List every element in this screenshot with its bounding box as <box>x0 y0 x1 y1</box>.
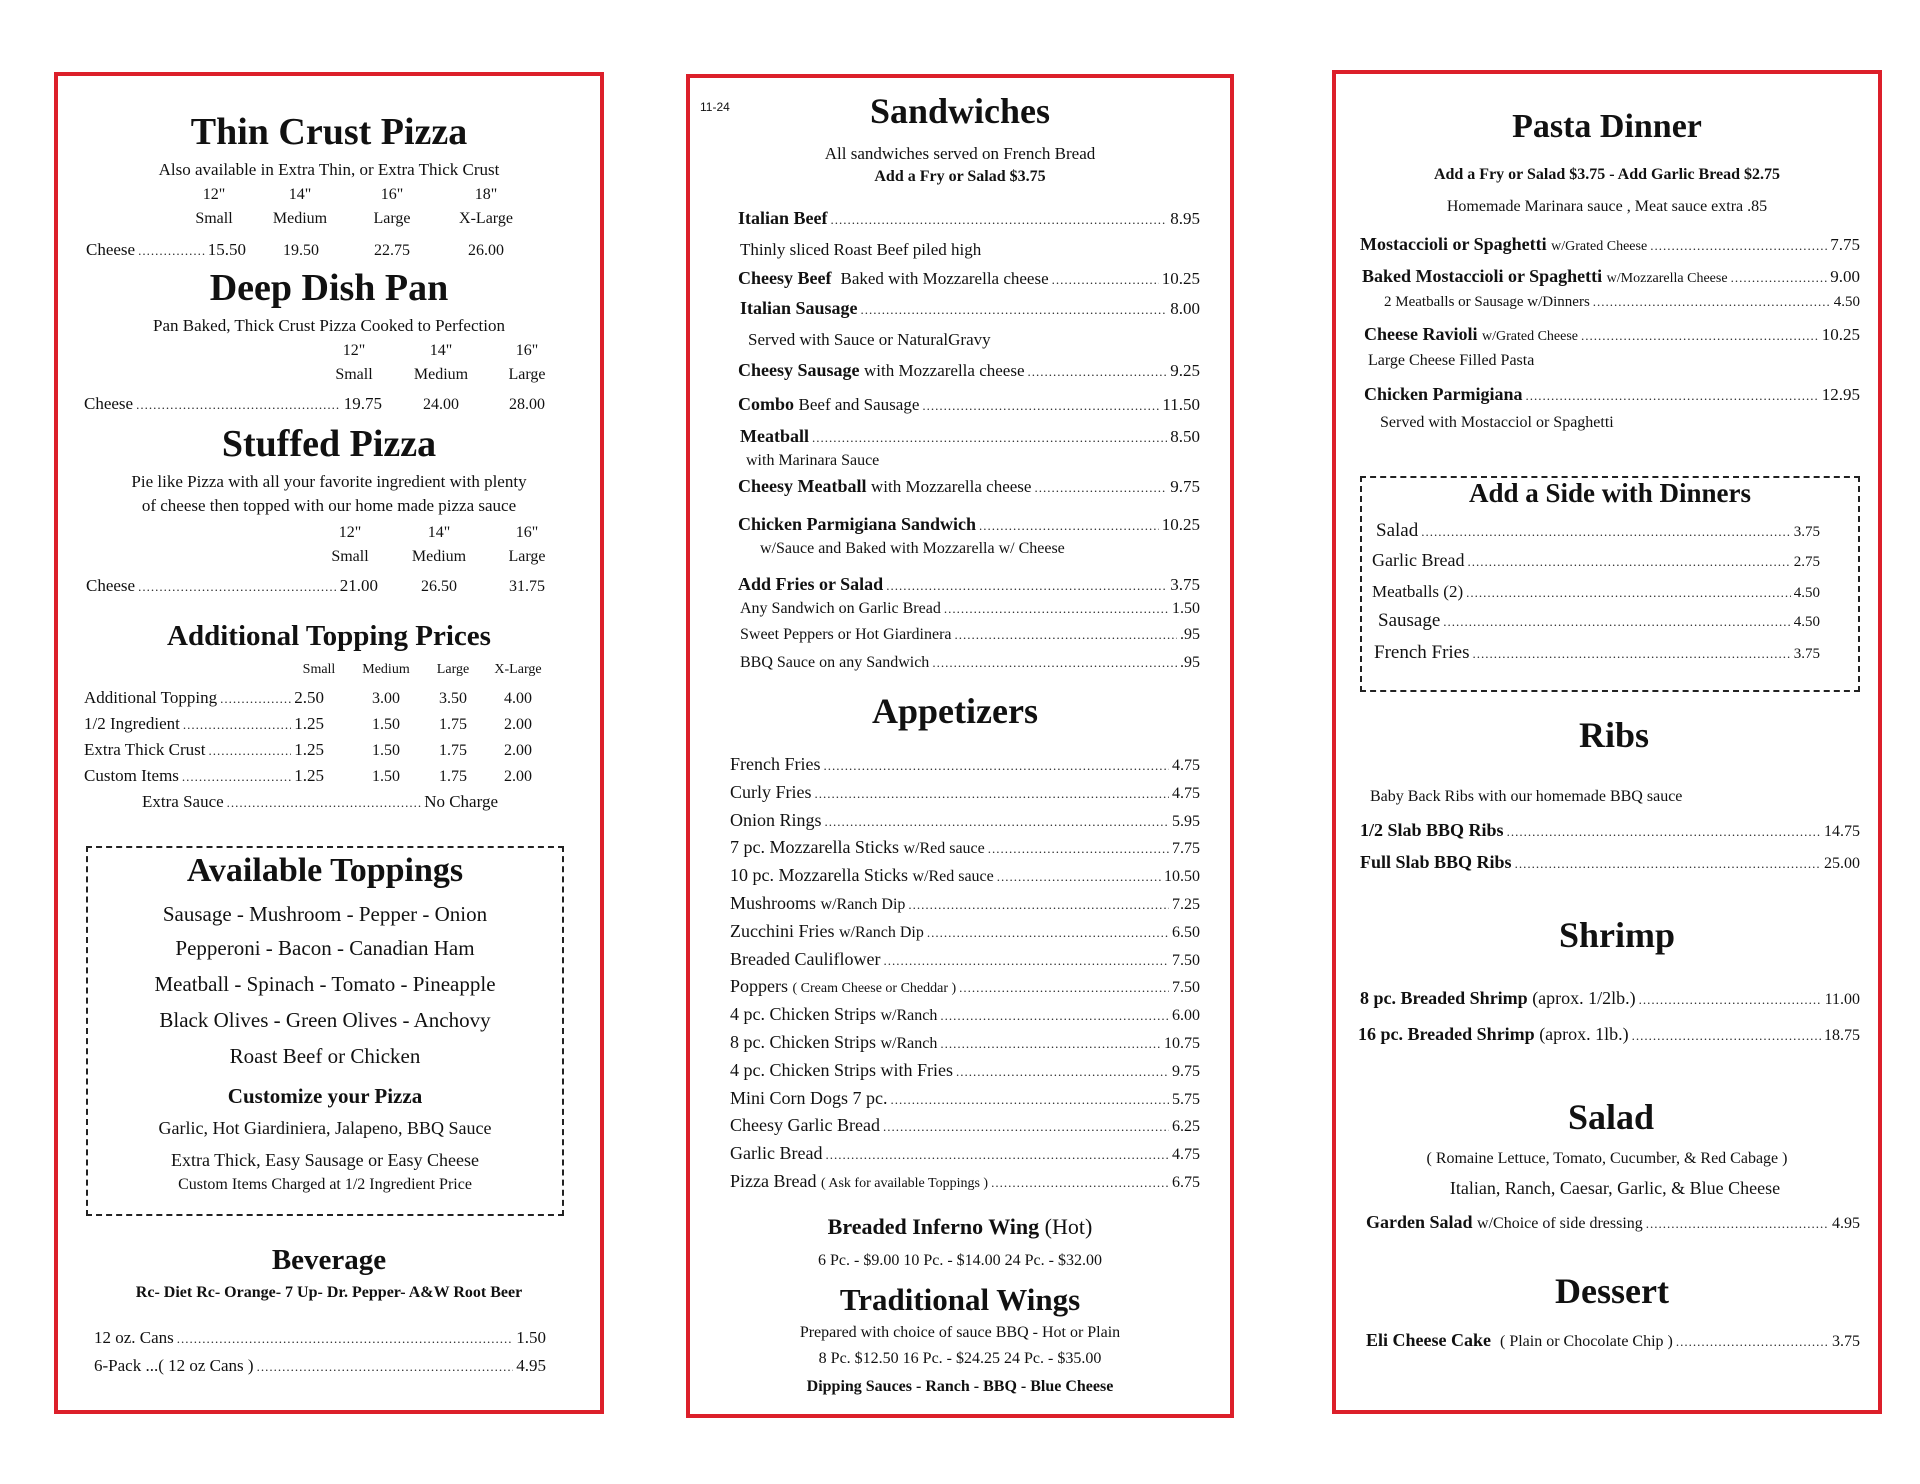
appetizer-row: 10 pc. Mozzarella Sticks w/Red sauce ..... 10.50 <box>730 865 1200 886</box>
topping-price-header: Medium <box>362 662 410 677</box>
ribs-row: 1/2 Slab BBQ Ribs ..... 14.75 <box>1360 820 1860 841</box>
topping-price-cell: 2.00 <box>504 716 532 733</box>
sandwich-extra-row: Any Sandwich on Garlic Bread ..... 1.50 <box>740 600 1200 618</box>
pasta-sub: Served with Mostacciol or Spaghetti <box>1380 414 1614 431</box>
salad-row: Garden Salad w/Choice of side dressing ..... 4.95 <box>1366 1212 1860 1233</box>
beverage-flavors: Rc- Diet Rc- Orange- 7 Up- Dr. Pepper- A&W Root Beer <box>135 1284 523 1301</box>
thin-size: 12" <box>202 186 226 203</box>
topping-price-row: Extra Thick Crust ..... 1.25 <box>84 740 324 760</box>
topping-price-cell: 2.00 <box>504 768 532 785</box>
topping-line: Sausage - Mushroom - Pepper - Onion <box>162 902 488 926</box>
beverage-row: 12 oz. Cans ..... 1.50 <box>94 1328 546 1348</box>
appetizer-row: French Fries ..... 4.75 <box>730 754 1200 775</box>
wings-note: Prepared with choice of sauce BBQ - Hot or Plain <box>799 1324 1121 1341</box>
appetizer-row: Onion Rings ..... 5.95 <box>730 810 1200 831</box>
deep-size: 16" <box>515 342 539 359</box>
shrimp-row: 16 pc. Breaded Shrimp (aprox. 1lb.) ..... 18.75 <box>1358 1024 1860 1045</box>
thin-crust-subtitle: Also available in Extra Thin, or Extra Thick Crust <box>158 160 500 179</box>
dessert-title: Dessert <box>1555 1271 1669 1311</box>
topping-price-header: Large <box>436 662 470 677</box>
thin-size: 14" <box>288 186 312 203</box>
deep-dish-title: Deep Dish Pan <box>209 267 449 309</box>
appetizer-row: Cheesy Garlic Bread ..... 6.25 <box>730 1115 1200 1136</box>
side-row: Salad ..... 3.75 <box>1376 520 1820 542</box>
topping-price-cell: 1.50 <box>372 716 400 733</box>
appetizer-row: 8 pc. Chicken Strips w/Ranch ..... 10.75 <box>730 1032 1200 1053</box>
sandwich-row: Combo Beef and Sausage ..... 11.50 <box>738 394 1200 415</box>
topping-price-cell: 4.00 <box>504 690 532 707</box>
shrimp-row: 8 pc. Breaded Shrimp (aprox. 1/2lb.) ..... 11.00 <box>1360 988 1860 1009</box>
stuffed-price: 31.75 <box>509 578 545 595</box>
sandwiches-panel <box>686 74 1234 1418</box>
wings-prices: 8 Pc. $12.50 16 Pc. - $24.25 24 Pc. - $35.00 <box>818 1350 1102 1367</box>
sandwich-row: Cheesy Meatball with Mozzarella cheese ..... 9.75 <box>738 476 1200 497</box>
topping-price-cell: 2.00 <box>504 742 532 759</box>
deep-size-name: Small <box>335 366 373 383</box>
sandwiches-addon: Add a Fry or Salad $3.75 <box>874 168 1046 185</box>
ribs-title: Ribs <box>1578 715 1650 755</box>
stuffed-size-name: Medium <box>411 548 467 565</box>
inferno-heading: Breaded Inferno Wing (Hot) <box>827 1214 1093 1239</box>
appetizer-row: Mini Corn Dogs 7 pc. ..... 5.75 <box>730 1088 1200 1109</box>
deep-price: 24.00 <box>423 396 459 413</box>
sandwich-sub: w/Sauce and Baked with Mozzarella w/ Cheese <box>760 540 1065 557</box>
customize-line: Extra Thick, Easy Sausage or Easy Cheese <box>170 1150 480 1170</box>
available-toppings-box <box>86 846 564 1216</box>
pasta-row: Chicken Parmigiana ..... 12.95 <box>1364 384 1860 405</box>
stuffed-size: 12" <box>338 524 362 541</box>
thin-size-name: Small <box>195 210 233 227</box>
appetizers-title: Appetizers <box>872 691 1038 731</box>
appetizer-row: Curly Fries ..... 4.75 <box>730 782 1200 803</box>
sandwich-row: Add Fries or Salad ..... 3.75 <box>738 574 1200 595</box>
wings-dipping: Dipping Sauces - Ranch - BBQ - Blue Cheese <box>806 1378 1114 1395</box>
sandwich-sub: Served with Sauce or NaturalGravy <box>748 330 991 349</box>
topping-price-header: Small <box>302 662 336 677</box>
customize-line: Custom Items Charged at 1/2 Ingredient Price <box>178 1176 472 1193</box>
deep-price: 28.00 <box>509 396 545 413</box>
extra-sauce-row: Extra Sauce ..... No Charge <box>142 792 498 812</box>
stuffed-size-name: Small <box>331 548 369 565</box>
sandwich-row: Italian Beef ..... 8.95 <box>738 208 1200 229</box>
sandwich-row: Italian Sausage ..... 8.00 <box>740 298 1200 319</box>
sandwich-sub: Thinly sliced Roast Beef piled high <box>740 240 982 259</box>
inferno-prices: 6 Pc. - $9.00 10 Pc. - $14.00 24 Pc. - $32.00 <box>818 1252 1102 1269</box>
topping-line: Meatball - Spinach - Tomato - Pineapple <box>154 972 496 996</box>
pasta-row: Baked Mostaccioli or Spaghetti w/Mozzarella Cheese ..... 9.00 <box>1362 266 1860 287</box>
dessert-row: Eli Cheese Cake ( Plain or Chocolate Chip ) ..... 3.75 <box>1366 1330 1860 1351</box>
stuffed-size: 14" <box>427 524 451 541</box>
sandwich-row: Cheesy Beef Baked with Mozzarella cheese ..... 10.25 <box>738 268 1200 289</box>
side-row: Garlic Bread ..... 2.75 <box>1372 550 1820 571</box>
appetizer-row: Zucchini Fries w/Ranch Dip ..... 6.50 <box>730 921 1200 942</box>
sandwich-row: Cheesy Sausage with Mozzarella cheese ..... 9.25 <box>738 360 1200 381</box>
appetizer-row: 4 pc. Chicken Strips w/Ranch ..... 6.00 <box>730 1004 1200 1025</box>
salad-ingredients: ( Romaine Lettuce, Tomato, Cucumber, & Red Cabage ) <box>1426 1150 1788 1167</box>
sides-title: Add a Side with Dinners <box>1468 478 1752 508</box>
deep-size-name: Medium <box>413 366 469 383</box>
side-row: Meatballs (2) ..... 4.50 <box>1372 582 1820 602</box>
appetizer-row: Breaded Cauliflower ..... 7.50 <box>730 949 1200 970</box>
deep-size: 12" <box>342 342 366 359</box>
salad-dressings: Italian, Ranch, Caesar, Garlic, & Blue Cheese <box>1449 1178 1781 1198</box>
pasta-row: Mostaccioli or Spaghetti w/Grated Cheese ..... 7.75 <box>1360 234 1860 255</box>
menu-code: 11-24 <box>700 100 730 114</box>
appetizer-row: Mushrooms w/Ranch Dip ..... 7.25 <box>730 893 1200 914</box>
beverage-row: 6-Pack ...( 12 oz Cans ) ..... 4.95 <box>94 1356 546 1376</box>
sandwiches-note: All sandwiches served on French Bread <box>824 144 1096 163</box>
sides-box <box>1360 476 1860 692</box>
stuffed-cheese-row: Cheese ..... 21.00 <box>86 576 378 596</box>
sandwich-row: Meatball ..... 8.50 <box>740 426 1200 447</box>
stuffed-size-name: Large <box>508 548 546 565</box>
topping-price-cell: 1.75 <box>439 716 467 733</box>
customize-line: Garlic, Hot Giardiniera, Jalapeno, BBQ Sauce <box>158 1118 492 1138</box>
thin-price: 26.00 <box>468 242 504 259</box>
pasta-addon: Add a Fry or Salad $3.75 - Add Garlic Bread $2.75 <box>1433 166 1781 183</box>
appetizer-row: Pizza Bread ( Ask for available Toppings ) ..... 6.75 <box>730 1171 1200 1192</box>
beverage-title: Beverage <box>271 1244 387 1276</box>
topping-price-cell: 1.75 <box>439 768 467 785</box>
stuffed-desc: of cheese then topped with our home made pizza sauce <box>141 496 517 515</box>
topping-price-cell: 1.50 <box>372 768 400 785</box>
deep-size-name: Large <box>508 366 546 383</box>
deep-dish-subtitle: Pan Baked, Thick Crust Pizza Cooked to Perfection <box>153 316 505 335</box>
pizza-panel <box>54 72 604 1414</box>
topping-price-cell: 3.50 <box>439 690 467 707</box>
sandwich-row: Chicken Parmigiana Sandwich ..... 10.25 <box>738 514 1200 535</box>
topping-price-row: Additional Topping ..... 2.50 <box>84 688 324 708</box>
topping-price-row: Custom Items ..... 1.25 <box>84 766 324 786</box>
side-row: Sausage ..... 4.50 <box>1378 610 1820 632</box>
topping-price-cell: 1.75 <box>439 742 467 759</box>
sandwiches-title: Sandwiches <box>869 91 1051 131</box>
thin-price: 22.75 <box>374 242 410 259</box>
stuffed-price: 26.50 <box>421 578 457 595</box>
thin-size: 16" <box>380 186 404 203</box>
pasta-row: 2 Meatballs or Sausage w/Dinners ..... 4.50 <box>1384 294 1860 311</box>
pasta-row: Cheese Ravioli w/Grated Cheese ..... 10.25 <box>1364 324 1860 345</box>
deep-size: 14" <box>429 342 453 359</box>
shrimp-title: Shrimp <box>1558 915 1676 955</box>
appetizer-row: Garlic Bread ..... 4.75 <box>730 1143 1200 1164</box>
pasta-note: Homemade Marinara sauce , Meat sauce extra .85 <box>1446 198 1768 215</box>
customize-title: Customize your Pizza <box>227 1084 423 1108</box>
ribs-note: Baby Back Ribs with our homemade BBQ sauce <box>1370 788 1683 805</box>
topping-price-cell: 3.00 <box>372 690 400 707</box>
stuffed-size: 16" <box>515 524 539 541</box>
pasta-title: Pasta Dinner <box>1512 108 1702 145</box>
deep-cheese-row: Cheese ..... 19.75 <box>84 394 382 414</box>
topping-price-header: X-Large <box>494 662 542 677</box>
sandwich-extra-row: BBQ Sauce on any Sandwich ..... .95 <box>740 654 1200 672</box>
appetizer-row: 4 pc. Chicken Strips with Fries ..... 9.75 <box>730 1060 1200 1081</box>
topping-line: Black Olives - Green Olives - Anchovy <box>159 1008 491 1032</box>
topping-price-cell: 1.50 <box>372 742 400 759</box>
dinners-panel <box>1332 70 1882 1414</box>
thin-size-name: Large <box>373 210 411 227</box>
sandwich-extra-row: Sweet Peppers or Hot Giardinera ..... .95 <box>740 626 1200 644</box>
ribs-row: Full Slab BBQ Ribs ..... 25.00 <box>1360 852 1860 873</box>
topping-prices-title: Additional Topping Prices <box>167 620 491 652</box>
sandwich-sub: with Marinara Sauce <box>746 452 880 469</box>
stuffed-title: Stuffed Pizza <box>221 423 437 465</box>
side-row: French Fries ..... 3.75 <box>1374 642 1820 664</box>
topping-line: Pepperoni - Bacon - Canadian Ham <box>175 936 475 960</box>
wings-title: Traditional Wings <box>839 1282 1081 1317</box>
thin-size: 18" <box>474 186 498 203</box>
thin-size-name: Medium <box>272 210 328 227</box>
appetizer-row: Poppers ( Cream Cheese or Cheddar ) ..... 7.50 <box>730 976 1200 997</box>
thin-cheese-row: Cheese ..... 15.50 <box>86 240 246 260</box>
topping-line: Roast Beef or Chicken <box>229 1044 421 1068</box>
thin-crust-title: Thin Crust Pizza <box>190 111 468 153</box>
pasta-sub: Large Cheese Filled Pasta <box>1368 352 1535 369</box>
thin-size-name: X-Large <box>459 210 513 227</box>
available-toppings-title: Available Toppings <box>186 852 464 889</box>
salad-title: Salad <box>1567 1097 1655 1137</box>
stuffed-desc: Pie like Pizza with all your favorite ingredient with plenty <box>131 472 527 491</box>
topping-price-row: 1/2 Ingredient ..... 1.25 <box>84 714 324 734</box>
appetizer-row: 7 pc. Mozzarella Sticks w/Red sauce ..... 7.75 <box>730 837 1200 858</box>
thin-price: 19.50 <box>283 242 319 259</box>
